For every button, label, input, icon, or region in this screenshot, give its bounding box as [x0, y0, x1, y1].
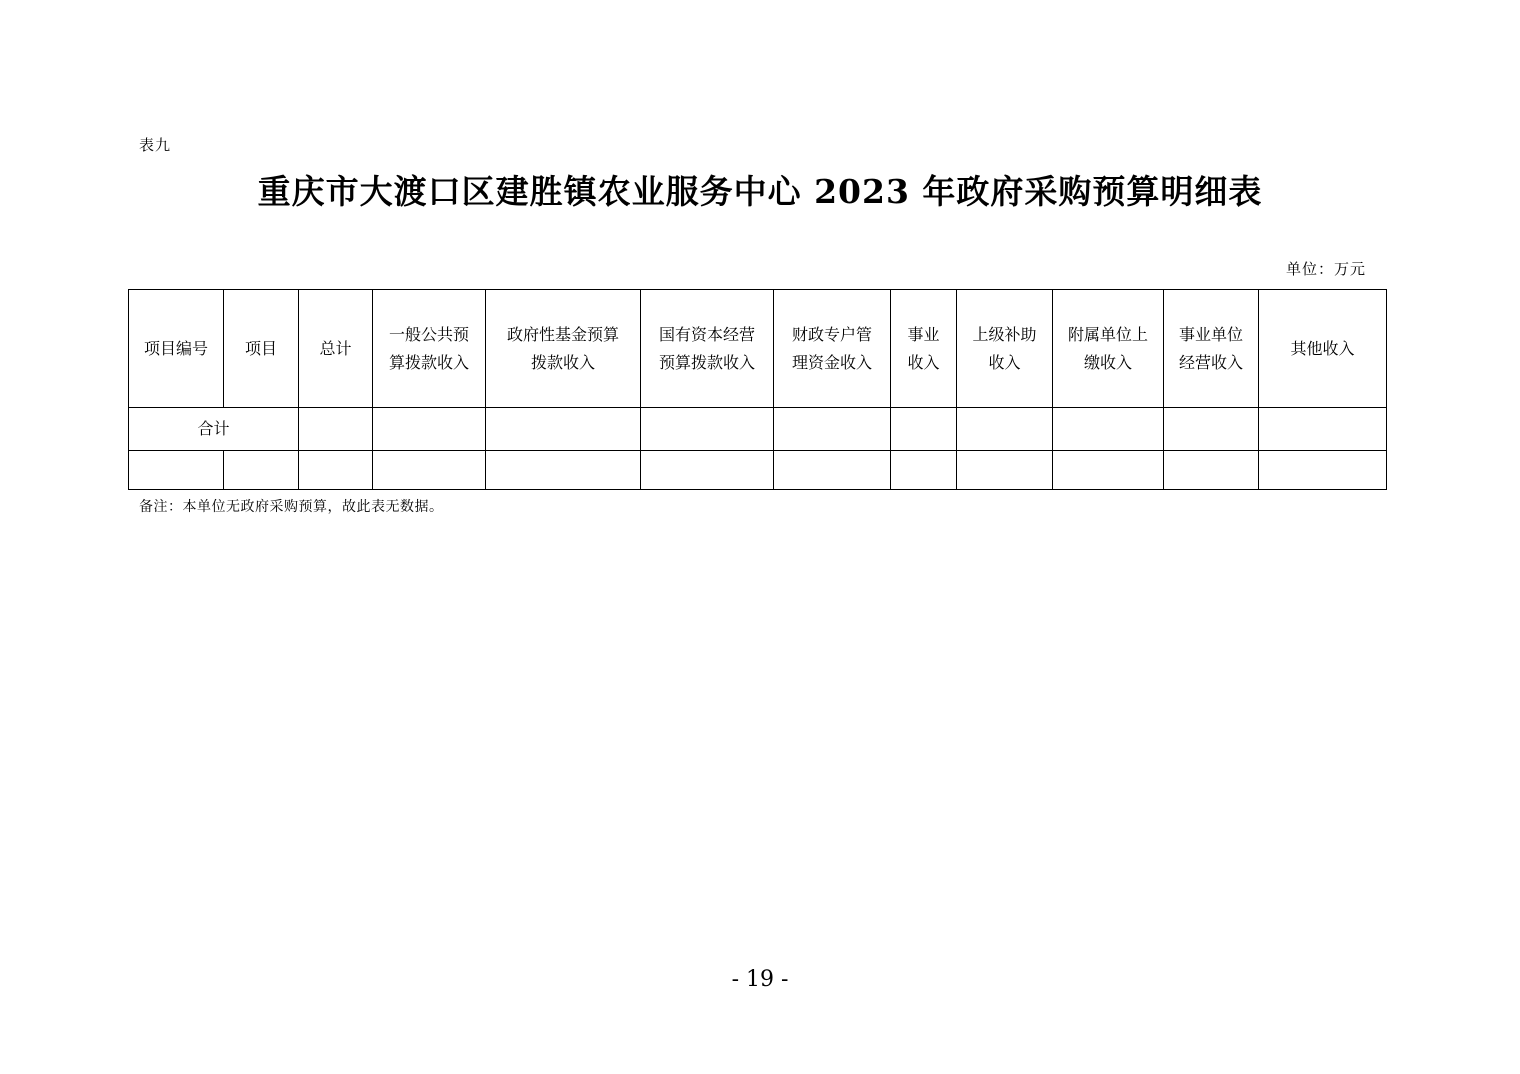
header-general-public-budget: 一般公共预 算拨款收入	[373, 290, 486, 408]
footnote: 备注：本单位无政府采购预算，故此表无数据。	[139, 499, 444, 515]
table-cell	[486, 451, 641, 490]
page-number: - 19 -	[731, 967, 789, 992]
procurement-budget-table	[128, 289, 1387, 490]
header-total: 总计	[299, 290, 373, 408]
total-row	[129, 408, 1387, 451]
table-cell	[373, 451, 486, 490]
header-business-income: 事业 收入	[891, 290, 957, 408]
table-cell	[224, 451, 299, 490]
table-cell	[299, 408, 373, 451]
table-cell	[129, 451, 224, 490]
header-operating-income: 事业单位 经营收入	[1164, 290, 1259, 408]
table-cell	[1259, 408, 1387, 451]
table-cell	[774, 451, 891, 490]
header-special-account-funds: 财政专户管 理资金收入	[774, 290, 891, 408]
unit-label: 单位：万元	[1286, 260, 1367, 278]
table-cell	[774, 408, 891, 451]
header-subordinate-remittance: 附属单位上 缴收入	[1053, 290, 1164, 408]
header-project: 项目	[224, 290, 299, 408]
table-cell	[486, 408, 641, 451]
header-project-code: 项目编号	[129, 290, 224, 408]
table-number-label: 表九	[139, 136, 172, 154]
table-cell	[641, 451, 774, 490]
table-cell	[1259, 451, 1387, 490]
table-cell	[1053, 451, 1164, 490]
table-cell	[299, 451, 373, 490]
table-cell	[641, 408, 774, 451]
header-state-capital-budget: 国有资本经营 预算拨款收入	[641, 290, 774, 408]
document-title: 重庆市大渡口区建胜镇农业服务中心 2023 年政府采购预算明细表	[257, 172, 1263, 211]
table-cell	[957, 408, 1053, 451]
total-label: 合计	[129, 408, 299, 451]
table-cell	[1164, 451, 1259, 490]
table-cell	[1053, 408, 1164, 451]
header-other-income: 其他收入	[1259, 290, 1387, 408]
table-header-row	[129, 290, 1387, 408]
table-cell	[891, 451, 957, 490]
table-cell	[957, 451, 1053, 490]
table-cell	[373, 408, 486, 451]
table-cell	[1164, 408, 1259, 451]
header-superior-subsidy: 上级补助 收入	[957, 290, 1053, 408]
table-row	[129, 451, 1387, 490]
header-government-fund-budget: 政府性基金预算 拨款收入	[486, 290, 641, 408]
table-cell	[891, 408, 957, 451]
